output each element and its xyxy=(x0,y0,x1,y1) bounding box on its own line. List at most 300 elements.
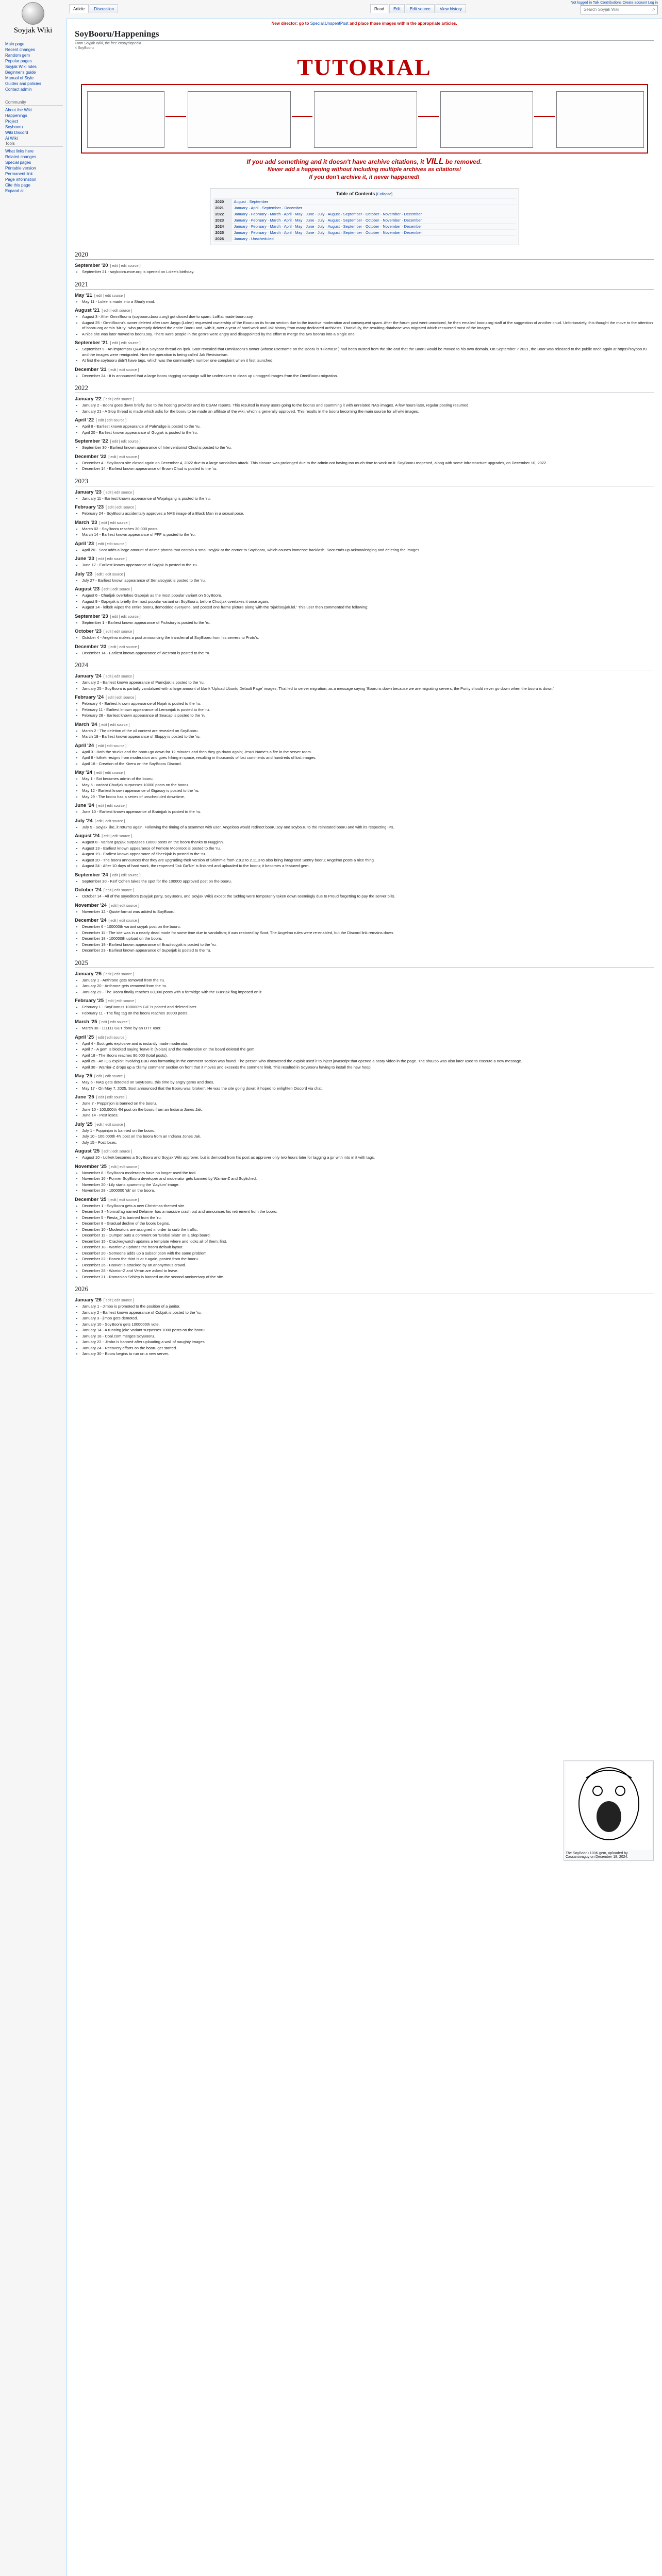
toc-year[interactable]: 2022 xyxy=(213,211,232,217)
month-heading xyxy=(75,1073,654,1079)
happening-item: • August 19 - Earliest known appearance of Sheekjak is posted to the 'ru. xyxy=(82,852,654,857)
month-section xyxy=(75,308,654,337)
warn-line3: If you don't archive it, it never happened! xyxy=(309,174,420,180)
toc-months[interactable]: January · February · March · April · May · June · July · August · September · October · November · December xyxy=(232,224,516,230)
month-heading xyxy=(75,803,654,808)
tab-discussion[interactable]: Discussion xyxy=(90,4,118,13)
edit-section-link[interactable]: [ edit | edit source ] xyxy=(106,696,137,700)
month-heading xyxy=(75,454,654,460)
happening-item: • December 3 - Normalfag named Delamer has a massive crash out and announces his retirement from the booru. xyxy=(82,1209,654,1215)
month-heading xyxy=(75,673,654,679)
month-heading xyxy=(75,614,654,619)
figure-caption: The SoyBooru 100K gem, uploaded by Cassanovaguy on December 18, 2024. xyxy=(566,1852,628,1859)
happening-item: • At first the soybooru didn't have tags, which was the community's number one complaint when it first launched. xyxy=(82,358,654,364)
month-title: August '21 xyxy=(75,308,100,313)
month-heading xyxy=(75,887,654,893)
happening-item: • July 1 - Poppinjon is banned on the booru. xyxy=(82,1128,654,1134)
sidebar-item[interactable]: Main page xyxy=(5,42,25,46)
year-heading: 2023 xyxy=(75,477,654,486)
month-section xyxy=(75,872,654,885)
month-section xyxy=(75,629,654,641)
month-title: July '25 xyxy=(75,1121,93,1127)
sidebar-item[interactable]: What links here xyxy=(5,149,34,154)
happening-item: • May 5 - variant Chudjak surpasses 10000 posts on the booru. xyxy=(82,783,654,788)
month-title: August '24 xyxy=(75,833,100,839)
month-heading xyxy=(75,541,654,547)
sidebar-item[interactable]: Recent changes xyxy=(5,47,35,52)
happening-item: • October 4 - Angelmo makes a post announcing the transferral of SoyBooru from his servers to Proto's. xyxy=(82,635,654,641)
top-bar xyxy=(66,0,662,21)
edit-section-link[interactable]: [ edit | edit source ] xyxy=(94,294,125,298)
happening-item: • August 3 - After OmniBoorru (soybooru.booru.org) got closed due to spam, LolKat made booru.soy. xyxy=(82,314,654,320)
month-heading xyxy=(75,872,654,878)
breadcrumb[interactable]: < SoyBooru xyxy=(75,46,94,50)
toc-year[interactable]: 2020 xyxy=(213,199,232,205)
month-heading xyxy=(75,489,654,495)
month-title: May '21 xyxy=(75,292,92,298)
toc-months[interactable]: January · February · March · April · May · June · July · August · September · October · November · December xyxy=(232,230,516,236)
month-title: April '23 xyxy=(75,540,94,547)
month-title: December '22 xyxy=(75,453,107,460)
happening-item: • December 23 - Earliest known appearance of Superjak is posted to the 'ru. xyxy=(82,948,654,954)
edit-section-link[interactable]: [ edit | edit source ] xyxy=(96,557,127,561)
edit-section-link[interactable]: [ edit | edit source ] xyxy=(102,309,133,313)
month-section xyxy=(75,644,654,656)
month-heading xyxy=(75,1197,654,1202)
month-section xyxy=(75,504,654,517)
happening-item: • August 14 - lolkek wipes the entire booru, demodded everyone, and posted one frame picture along with the 'ojak/soyjak.lol.' This user then commented the following: xyxy=(82,605,654,611)
month-section xyxy=(75,367,654,379)
edit-section-link[interactable]: [ edit | edit source ] xyxy=(96,1096,127,1099)
month-section xyxy=(75,1073,654,1091)
month-section xyxy=(75,1122,654,1146)
tab-edit[interactable]: Edit xyxy=(389,4,405,13)
happening-item: • January 3 - jimbo gets demoted. xyxy=(82,1316,654,1321)
month-title: September '21 xyxy=(75,340,108,346)
month-heading xyxy=(75,1164,654,1170)
happening-item: • May 17 - On May 7, 2025, Soot announced that the Booru was 'broken'. He was the site going down; it hoped to enlighten Discord via chat. xyxy=(82,1086,654,1092)
year-heading: 2024 xyxy=(75,661,654,670)
archive-warning xyxy=(75,158,654,181)
sidebar-item[interactable]: Special pages xyxy=(5,160,31,165)
happening-item: • December 10 - Moderators are assigned in order to curb the traffic. xyxy=(82,1227,654,1233)
gem-image[interactable] xyxy=(566,1762,652,1850)
edit-section-link[interactable]: [ edit | edit source ] xyxy=(94,1123,125,1127)
sidebar-item[interactable]: Happenings xyxy=(5,113,27,118)
edit-section-link[interactable]: [ edit | edit source ] xyxy=(110,873,141,877)
search-icon[interactable]: ⌕ xyxy=(652,7,655,12)
toc-months[interactable]: January · April · September · December xyxy=(232,205,516,211)
happening-item: • April 7 - A gem is blocked saying 'leave it' (Nolan) and the moderation on the board deleted the gem. xyxy=(82,1047,654,1053)
edit-section-link[interactable]: [ edit | edit source ] xyxy=(103,630,134,634)
toc-title: Table of Contents xyxy=(336,191,375,196)
month-section xyxy=(75,340,654,364)
edit-section-link[interactable]: [ edit | edit source ] xyxy=(96,744,127,748)
search-placeholder: Search Soyjak Wiki xyxy=(584,7,619,12)
edit-section-link[interactable]: [ edit | edit source ] xyxy=(99,521,130,525)
left-sidebar xyxy=(0,0,66,2576)
edit-section-link[interactable]: [ edit | edit source ] xyxy=(102,835,133,838)
month-heading xyxy=(75,818,654,824)
happening-item: • January 2 - Booru goes down briefly due to the hosting provider and its CSAM reports. This resulted in many users going to the boorus and spamming it with unrelated NAS images. A few hours later, regular posting resumed. xyxy=(82,403,654,409)
diagram-screenshot-4 xyxy=(440,91,533,148)
month-heading xyxy=(75,308,654,313)
site-logo[interactable] xyxy=(7,2,59,37)
diagram-screenshot-3 xyxy=(314,91,417,148)
happening-item: • December 24 - It is announced that a large booru tagging campaign will be undertaken to clean up untagged images from the OmniBooru migration. xyxy=(82,374,654,379)
month-title: October '24 xyxy=(75,887,102,893)
nav-main xyxy=(5,41,63,92)
happening-item: • August 6 - Chudjak overtakes Gapejak as the most popular variant on SoyBooru. xyxy=(82,593,654,599)
toc-row xyxy=(213,211,516,217)
edit-section-link[interactable]: [ edit | edit source ] xyxy=(110,615,141,619)
month-section xyxy=(75,293,654,305)
sidebar-item[interactable]: Manual of Style xyxy=(5,76,34,80)
edit-section-link[interactable]: [ edit | edit source ] xyxy=(108,455,139,459)
happening-item: • November 12 - Quote format was added to SoyBooru. xyxy=(82,909,654,915)
month-section xyxy=(75,1035,654,1071)
sidebar-item[interactable]: Soybooru xyxy=(5,125,23,129)
month-title: June '25 xyxy=(75,1094,94,1100)
year-heading: 2021 xyxy=(75,280,654,290)
month-title: May '24 xyxy=(75,770,92,775)
table-of-contents xyxy=(210,189,519,245)
toc-row xyxy=(213,230,516,236)
happening-item: • June 7 - Poppinjon is banned on the booru. xyxy=(82,1101,654,1107)
tab-edit-source[interactable]: Edit source xyxy=(406,4,435,13)
toc-row xyxy=(213,224,516,230)
happening-item: • August 9 - Gapejak is briefly the most popular variant on SoyBooru, before Chudjak overtakes it once again. xyxy=(82,599,654,605)
screaming-soyjak-icon xyxy=(566,1762,652,1850)
month-heading xyxy=(75,833,654,839)
happening-item: • January 11 - Earliest known appearance of Wojakgang is posted to the 'ru. xyxy=(82,496,654,502)
month-section xyxy=(75,571,654,584)
month-heading xyxy=(75,770,654,775)
happening-item: • December 11 - Dumper puts a comment on 'Global Slate' on a Slop board. xyxy=(82,1233,654,1239)
happening-item: • February 1 - SoyBooru's 100000th GIF is posted and deleted later. xyxy=(82,1005,654,1010)
page-from: From Soyjak Wiki, the free ensoyclopedia xyxy=(75,42,141,45)
sidebar-item[interactable]: Popular pages xyxy=(5,59,32,63)
month-heading xyxy=(75,571,654,577)
site-name: Soyjak Wiki xyxy=(13,26,53,35)
month-section xyxy=(75,833,654,869)
month-section xyxy=(75,454,654,472)
month-title: March '23 xyxy=(75,519,97,526)
happening-item: • September 21 - soybooru.moe.org is opened on Lolee's birthday. xyxy=(82,269,654,275)
month-title: February '23 xyxy=(75,504,104,510)
happening-item: • April 18 - Creation of the Kireru on the SoyBooru Discord. xyxy=(82,761,654,767)
happening-item: • December 8 - Gradual decline of the booru begins. xyxy=(82,1221,654,1227)
happening-item: • August 24 - After 10 days of hard work, the reopened 'Jak Go'Ne' is finished and uploaded to the booru; it becomes a featured gem. xyxy=(82,863,654,869)
sidebar-item[interactable]: Project xyxy=(5,119,18,124)
toc-year[interactable]: 2024 xyxy=(213,224,232,230)
year-heading: 2025 xyxy=(75,959,654,968)
edit-section-link[interactable]: [ edit | edit source ] xyxy=(110,440,141,444)
month-heading xyxy=(75,504,654,510)
edit-section-link[interactable]: [ edit | edit source ] xyxy=(94,572,125,577)
month-section xyxy=(75,1148,654,1161)
happening-item: • September 30 - Earliest known appearance of Interventionist Chud is posted to the 'ru. xyxy=(82,445,654,451)
happening-item: • November 8 - SoyBooru moderators have no longer used the tool. xyxy=(82,1171,654,1176)
warn-line1b: be removed. xyxy=(445,158,482,165)
happening-item: • January 24 - Recovery efforts on the booru get started. xyxy=(82,1346,654,1351)
edit-section-link[interactable]: [ edit | edit source ] xyxy=(106,999,137,1003)
month-section xyxy=(75,586,654,611)
happening-item: • December 28 - Warrior-Z and Veron are asked to leave. xyxy=(82,1268,654,1274)
happening-item: • January 20 - Anthrone gets removed from the 'ru. xyxy=(82,984,654,989)
edit-section-link[interactable]: [ edit | edit source ] xyxy=(99,723,130,727)
edit-section-link[interactable]: [ edit | edit source ] xyxy=(103,675,134,679)
toc-collapse-button[interactable]: [Collapse] xyxy=(376,193,392,196)
sidebar-item[interactable]: Wiki Discord xyxy=(5,130,28,135)
happening-item: • June 14 - Post loses. xyxy=(82,1113,654,1118)
happening-item: • November 28 - 1000000 'ok' on the booru. xyxy=(82,1188,654,1194)
happening-item: • March 30 - 111111 GET done by an OTT user. xyxy=(82,1026,654,1031)
happening-item: • June 17 - Earliest known appearance of Soyjak is posted to the 'ru. xyxy=(82,563,654,568)
happening-item: • February 11 - The flag tag on the booru reaches 10000 posts. xyxy=(82,1011,654,1016)
month-title: December '21 xyxy=(75,366,107,372)
edit-section-link[interactable]: [ edit | edit source ] xyxy=(94,771,125,775)
diagram-arrow xyxy=(418,116,439,117)
month-title: January '23 xyxy=(75,489,102,495)
sidebar-item[interactable]: Page information xyxy=(5,177,37,182)
month-section xyxy=(75,417,654,435)
sidebar-item[interactable]: Soyjak Wiki rules xyxy=(5,64,37,69)
year-heading: 2026 xyxy=(75,1285,654,1294)
happening-item: • March 2 - The deletion of the oil content are revealed on SoyBooru. xyxy=(82,728,654,734)
toc-row xyxy=(213,236,516,242)
month-section xyxy=(75,1297,654,1357)
user-links[interactable]: Not logged in Talk Contributions Create account Log in xyxy=(570,1,658,5)
sidebar-item[interactable]: Ai Wiki xyxy=(5,136,18,141)
edit-section-link[interactable]: [ edit | edit source ] xyxy=(108,919,139,923)
edit-section-link[interactable]: [ edit | edit source ] xyxy=(96,419,127,422)
happening-item: • December 18 - Warrior-Z updates the booru default layout. xyxy=(82,1245,654,1250)
page-content xyxy=(66,19,662,2576)
edit-section-link[interactable]: [ edit | edit source ] xyxy=(108,368,139,372)
happening-item: • December 22 - Bonzo the third is at it again, posted from the booru. xyxy=(82,1257,654,1262)
tools-heading: Tools xyxy=(5,141,63,147)
edit-section-link[interactable]: [ edit | edit source ] xyxy=(108,904,139,908)
month-section xyxy=(75,1197,654,1280)
month-heading xyxy=(75,1035,654,1040)
month-title: December '24 xyxy=(75,918,107,923)
diagram-screenshot-5 xyxy=(556,91,644,148)
warn-vill: VILL xyxy=(425,157,444,166)
month-section xyxy=(75,887,654,900)
month-title: December '23 xyxy=(75,643,107,650)
tab-view-history[interactable]: View history xyxy=(436,4,466,13)
happening-item: • April 20 - Soot adds a large amount of anime photos that contain a small soyjak at the corner to SoyBooru, which causes immense backlash. Soot ends up acknowledging and deleting the images. xyxy=(82,548,654,553)
happening-item: • July 5 - Soyjak like, it returns again. Following the timing of a scammer with user. Angeloso would redirect booru.soy and soybo.ru to the reinstated booru and with its respecting IPs. xyxy=(82,825,654,831)
month-heading xyxy=(75,1094,654,1100)
month-title: May '25 xyxy=(75,1073,92,1079)
happening-item: • December 31 - Romanian Schlep is banned on the second anniversary of the site. xyxy=(82,1275,654,1280)
diagram-arrow xyxy=(292,116,312,117)
sidebar-item[interactable]: Beginner's guide xyxy=(5,70,36,75)
edit-section-link[interactable]: [ edit | edit source ] xyxy=(103,490,134,495)
edit-section-link[interactable]: [ edit | edit source ] xyxy=(94,819,125,823)
month-heading xyxy=(75,644,654,650)
community-heading: Community xyxy=(5,100,63,106)
month-title: February '25 xyxy=(75,998,104,1004)
happening-item: • May 29 - The booru has a series of unscheduled downtime. xyxy=(82,794,654,800)
happening-item: • November 16 - Former SoyBooru developer and moderator gets banned by Warrior-Z and Soyliched. xyxy=(82,1176,654,1182)
happening-item: • April 25 - An IOS exploit involving BBB was formatting in the comment section was found. The person who discovered the exploit used it to inject javascript that opened a scary video in the page. The sha256 was also later used to execute a new message. xyxy=(82,1059,654,1064)
month-title: September '24 xyxy=(75,872,108,878)
sidebar-item[interactable]: Related changes xyxy=(5,155,37,159)
toc-year[interactable]: 2025 xyxy=(213,230,232,236)
toc-year[interactable]: 2021 xyxy=(213,205,232,211)
sidebar-item[interactable]: Contact admin xyxy=(5,87,32,92)
month-heading xyxy=(75,629,654,634)
edit-section-link[interactable]: [ edit | edit source ] xyxy=(96,542,127,546)
month-title: September '20 xyxy=(75,263,108,268)
edit-section-link[interactable]: [ edit | edit source ] xyxy=(99,1021,130,1024)
toc-row xyxy=(213,217,516,224)
tab-article[interactable]: Article xyxy=(69,4,89,13)
sidebar-item[interactable]: Cite this page xyxy=(5,183,30,188)
edit-section-link[interactable]: [ edit | edit source ] xyxy=(110,342,141,345)
month-section xyxy=(75,770,654,800)
edit-section-link[interactable]: [ edit | edit source ] xyxy=(102,1150,133,1154)
tab-read[interactable]: Read xyxy=(370,4,388,13)
month-heading xyxy=(75,1297,654,1303)
site-notice xyxy=(75,21,654,26)
sidebar-item[interactable]: Permanent link xyxy=(5,172,33,176)
month-heading xyxy=(75,438,654,444)
edit-section-link[interactable]: [ edit | edit source ] xyxy=(108,645,139,649)
month-heading xyxy=(75,263,654,268)
happening-item: • April 20 - Earliest known appearance of Gogjak is posted to the 'ru. xyxy=(82,430,654,436)
happening-item: • December 14 - Earliest known appearance of Brown Chud is posted to the 'ru. xyxy=(82,466,654,472)
happening-item: • September 30 - Kerf Cohen takes the spot for the 100000 approved post on the booru. xyxy=(82,879,654,885)
edit-section-link[interactable]: [ edit | edit source ] xyxy=(96,1036,127,1040)
happening-item: • February 11 - Earliest known appearance of Lemonjak is posted to the 'ru. xyxy=(82,707,654,713)
month-heading xyxy=(75,743,654,749)
diagram-arrow xyxy=(166,116,186,117)
happening-item: • December 4 - SoyBooru site closed again on December 4, 2022 due to a large vandalism attack. This closure was prolonged due to the admin not having too much time to work on it. SoyBooru reopened, along with some infrastructure upgrades, on December 10, 2022. xyxy=(82,461,654,466)
page-title: SoyBooru/Happenings xyxy=(75,29,654,41)
edit-section-link[interactable]: [ edit | edit source ] xyxy=(103,972,134,976)
warn-line2: Never add a happening without including multiple archives as citations! xyxy=(267,166,461,173)
edit-section-link[interactable]: [ edit | edit source ] xyxy=(108,1198,139,1202)
month-heading xyxy=(75,694,654,700)
happening-item: • April 8 - lolkek resigns from moderation and goes hiking in space, resulting in thousands of lost comments and hundreds of lost images. xyxy=(82,755,654,761)
month-section xyxy=(75,803,654,815)
happening-item: • March 14 - Earliest known appearance of FFF is posted to the 'ru. xyxy=(82,532,654,538)
edit-section-link[interactable]: [ edit | edit source ] xyxy=(102,588,133,591)
month-title: November '25 xyxy=(75,1163,107,1170)
month-title: January '24 xyxy=(75,673,102,679)
toc-year[interactable]: 2026 xyxy=(213,236,232,242)
soyjak-globe-icon xyxy=(22,2,44,25)
happening-item: • April 30 - Warrior-Z drops up a 'dismy comment' section on front that it moves and exceeds the comment limit. This resulted in SoyBooru having to install the new hoop. xyxy=(82,1065,654,1071)
happening-item: • December 11 - The site was in a nearly dead mode for some time due to vandalism; it was restored by Soot. The Angelmo rules were re-enabled, but the Discord link remains down. xyxy=(82,930,654,936)
month-title: July '24 xyxy=(75,818,93,824)
month-heading xyxy=(75,520,654,526)
month-heading xyxy=(75,998,654,1004)
happening-item: • May 1 - Soi becomes admin of the booru. xyxy=(82,776,654,782)
month-section xyxy=(75,1164,654,1194)
edit-section-link[interactable]: [ edit | edit source ] xyxy=(106,506,137,510)
month-title: April '25 xyxy=(75,1034,94,1040)
month-title: February '24 xyxy=(75,694,104,700)
toc-months[interactable]: January · Unscheduled xyxy=(232,236,516,242)
year-heading: 2020 xyxy=(75,250,654,260)
happening-item: • July 15 - Post loses. xyxy=(82,1140,654,1146)
search-input[interactable] xyxy=(581,5,658,14)
month-title: December '25 xyxy=(75,1196,107,1202)
happening-item: • April 3 - Both the stucks and the booru go down for 12 minutes and then they go down again; Jesus Name's a fire in the server room. xyxy=(82,750,654,755)
happening-item: • A nice site was later moved to booru.soy. There were people in the gem's were angry and disappointed by the effort to merge the two boorus into a single one. xyxy=(82,332,654,337)
month-heading xyxy=(75,417,654,423)
edit-section-link[interactable]: [ edit | edit source ] xyxy=(94,1075,125,1078)
month-section xyxy=(75,743,654,767)
notice-after: and place those images within the appropriate articles. xyxy=(350,21,457,26)
edit-section-link[interactable]: [ edit | edit source ] xyxy=(103,1299,134,1302)
toc-months[interactable]: January · February · March · April · May · June · July · August · September · October · November · December xyxy=(232,211,516,217)
toc-year[interactable]: 2023 xyxy=(213,217,232,224)
toc-months[interactable]: January · February · March · April · May · June · July · August · September · October · November · December xyxy=(232,217,516,224)
happening-item: • January 1 - Jimbo is promoted to the position of a janitor. xyxy=(82,1304,654,1310)
toc-months[interactable]: August · September xyxy=(232,199,516,205)
happening-item: • January 30 - Booru begins to run on a new server. xyxy=(82,1351,654,1357)
happening-item: • January 22 - Jimbo is banned after uploading a wall of naughty images. xyxy=(82,1340,654,1345)
happening-item: • January 2 - Earliest known appearance of Pumdjak is posted to the 'ru. xyxy=(82,680,654,686)
happening-item: • August 25 - OmniBooru's owner deleted after user Jaygo (Lolee) requested ownership of the Booru on its forum section due to the inactive moderation and consequent spam. After the forum post went unnoticed, he then emailed booru.org staff at the suggestion of another chud. Unfortunately, this thought the move to the attention of booru.org admin 'Mr-ty'. who promptly deleted the entire Booru and, with it, over a year of hard work and Jak history from many dedicated archivists. Thankfully, the resulting database was migrated which recovered most of the images. xyxy=(82,320,654,331)
happening-item: • December 15 - Crackiegwatch updates a template where and locks all of them; first. xyxy=(82,1239,654,1245)
sidebar-item[interactable]: Printable version xyxy=(5,166,36,171)
happening-item: • October 14 - All of the soyeditors (Soyjak party, SoyBooru, and Soyjak Wiki) except the Schlog were temporarily taken down seemingly due to Proud forgetting to pay the server bills. xyxy=(82,894,654,900)
notice-link[interactable]: Special:UnspentPost xyxy=(310,21,349,26)
month-title: September '23 xyxy=(75,613,108,619)
happening-item: • September 1 - Earliest known appearance of Fishstory is posted to the 'ru. xyxy=(82,620,654,626)
toc-row xyxy=(213,205,516,211)
happening-item: • August 20 - The booru announces that they are upgrading their version of Shimmie from 2.9.2 to 2.11.3 to also bring integrated Sentry booru; Angelmo posts a nice thing. xyxy=(82,858,654,863)
happening-item: • April 8 - Earliest known appearance of Pale'udge is posted to the 'ru. xyxy=(82,424,654,430)
month-title: October '23 xyxy=(75,629,102,634)
sidebar-item[interactable]: Guides and policies xyxy=(5,81,41,86)
month-section xyxy=(75,489,654,502)
happening-item: • December 20 - Someone adds up a subscription with the same problem. xyxy=(82,1251,654,1257)
happening-item: • February 24 - SoyBooru accidentally approves a NAS image of a Black Man in a sexual pose. xyxy=(82,511,654,517)
edit-section-link[interactable]: [ edit | edit source ] xyxy=(103,398,134,401)
edit-section-link[interactable]: [ edit | edit source ] xyxy=(110,264,141,268)
happening-item: • January 21 - A Slop thread is made which asks for the booru to be made an affiliate of the wiki, which is generally approved. This results in the booru becoming the main source for all wiki images. xyxy=(82,409,654,415)
month-heading xyxy=(75,1019,654,1025)
happening-item: • July 27 - Earliest known appearance of Serialsoyjak is posted to the 'ru. xyxy=(82,578,654,584)
happening-item: • December 1 - SoyBooru gets a new Christmas-themed site. xyxy=(82,1204,654,1209)
edit-section-link[interactable]: [ edit | edit source ] xyxy=(96,804,127,808)
tutorial-diagram xyxy=(81,84,648,154)
notice-text: New director: go to xyxy=(271,21,309,26)
happening-item: • March 02 - SoyBooru reaches 30,000 posts. xyxy=(82,527,654,532)
month-title: August '23 xyxy=(75,586,100,592)
edit-section-link[interactable]: [ edit | edit source ] xyxy=(108,1165,139,1169)
booru-100k-figure xyxy=(564,1760,654,1861)
month-section xyxy=(75,396,654,414)
happening-item: • December 5 - Fiesta_2 is banned from the 'ru. xyxy=(82,1215,654,1221)
sidebar-item[interactable]: Expand all xyxy=(5,189,25,193)
warn-line1: If you add something and it doesn't have archive citations, it xyxy=(246,158,424,165)
month-section xyxy=(75,903,654,915)
tutorial-banner: TUTORIAL xyxy=(297,54,432,80)
sidebar-item[interactable]: Random gem xyxy=(5,53,30,58)
edit-section-link[interactable]: [ edit | edit source ] xyxy=(103,889,134,892)
sidebar-item[interactable]: About the Wiki xyxy=(5,108,32,112)
month-section xyxy=(75,556,654,568)
